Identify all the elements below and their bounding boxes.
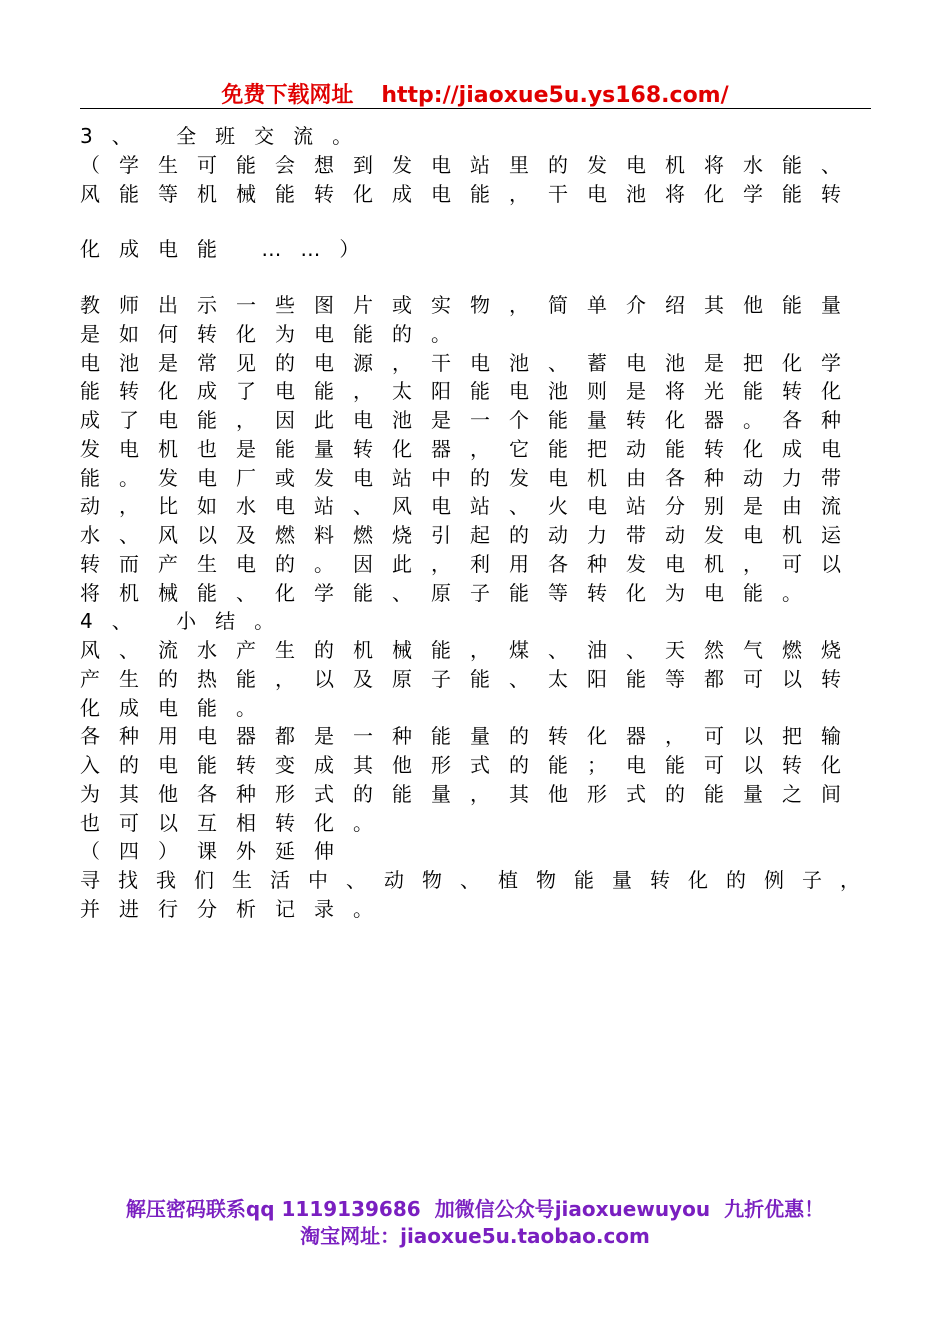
body-line: 并进行分析记录。 (80, 896, 392, 921)
body-line: 入的电能转变成其他形式的能；电能可以转化 (80, 753, 860, 777)
body-line: 各种用电器都是一种能量的转化器，可以把输 (80, 724, 860, 749)
discount-text: 九折优惠！ (724, 1197, 825, 1221)
body-line: 风能等机械能转化成电能，干电池将化学能转 (80, 181, 860, 206)
qq-number: qq 1119139686 (245, 1197, 421, 1221)
body-line: 产生的热能，以及原子能、太阳能等都可以转 (80, 666, 860, 691)
download-url-link[interactable]: http://jiaoxue5u.ys168.com/ (381, 83, 729, 108)
body-line: 成了电能，因此电池是一个能量转化器。各种 (80, 408, 860, 432)
wechat-label: 加微信公众号 (434, 1197, 555, 1221)
wechat-account: jiaoxuewuyou (554, 1197, 711, 1221)
body-line: 化成电能。 (80, 695, 275, 720)
body-line: 4、 小结。 (80, 609, 294, 634)
footer-line-2 (0, 1223, 950, 1250)
header-divider (80, 108, 871, 109)
document-body (80, 122, 878, 924)
body-line: （四）课外延伸 (80, 839, 353, 864)
body-line: 发电机也是能量转化器，它能把动能转化成电 (80, 436, 860, 461)
body-line: 为其他各种形式的能量，其他形式的能量之间 (80, 781, 860, 806)
body-line: 教师出示一些图片或实物，简单介绍其他能量 (80, 293, 860, 317)
body-line: 化成电能 ……） (80, 237, 379, 262)
body-line: 电池是常见的电源，干电池、蓄电池是把化学 (80, 350, 860, 375)
body-line: 是如何转化为电能的。 (80, 321, 470, 346)
body-line: 转而产生电的。因此，利用各种发电机，可以 (80, 551, 860, 576)
body-line: 能。发电厂或发电站中的发电机由各种动力带 (80, 465, 860, 490)
body-line: 3、 全班交流。 (80, 124, 372, 148)
download-label: 免费下载网址 (221, 83, 354, 108)
password-contact-label: 解压密码联系 (125, 1197, 246, 1221)
body-line: 风、流水产生的机械能，煤、油、天然气燃烧 (80, 638, 860, 662)
contact-footer (0, 1196, 950, 1250)
body-line: 水、风以及燃料燃烧引起的动力带动发电机运 (80, 523, 860, 547)
body-line: （学生可能会想到发电站里的发电机将水能、 (80, 152, 860, 177)
body-line: 能转化成了电能，太阳能电池则是将光能转化 (80, 379, 860, 404)
body-line: 动，比如水电站、风电站、火电站分别是由流 (80, 494, 860, 519)
body-line: 寻找我们生活中、动物、植物能量转化的例子， (80, 868, 878, 892)
taobao-url-link[interactable]: jiaoxue5u.taobao.com (400, 1224, 650, 1248)
footer-line-1 (0, 1196, 950, 1223)
body-line: 将机械能、化学能、原子能等转化为电能。 (80, 580, 821, 605)
download-header (0, 78, 950, 109)
body-line: 也可以互相转化。 (80, 810, 392, 835)
taobao-label: 淘宝网址： (300, 1224, 401, 1248)
